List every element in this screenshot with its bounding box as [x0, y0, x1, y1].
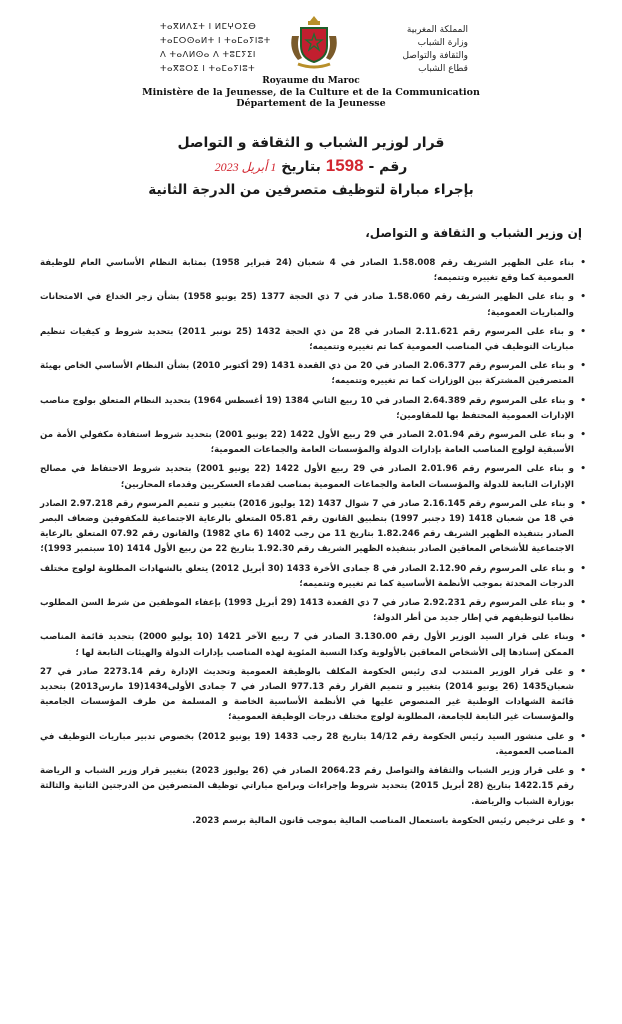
letterhead	[0, 10, 622, 109]
decision-date-handwritten: 1 أبريل 2023	[214, 160, 277, 174]
arabic-ministry-name	[348, 24, 468, 76]
arabic-line: وزارة الشباب	[417, 38, 468, 48]
decision-number-stamp: 1598	[325, 156, 364, 175]
number-label: رقم -	[368, 159, 408, 175]
decision-subject: بإجراء مباراة لتوظيف متصرفين من الدرجة الثانية	[148, 182, 474, 198]
blank-page-area	[0, 800, 622, 1024]
kingdom-name: Royaume du Maroc	[262, 76, 360, 86]
list-item: • و بناء على المرسوم رقم 2.06.377 الصادر في 20 من ذي القعدة 1431 (29 أكتوبر 2010) بشأن النظام الأساسي الخاص بهيئة المتصرفين المشتركة بين الوزارات كما تم تغييره وتتميمه؛	[40, 359, 586, 389]
list-item: • و بناء على المرسوم رقم 2.64.389 الصادر في 10 ربيع الثاني 1384 (19 أغسطس 1964) بتحديد النظام المتعلق بولوج مناصب الإدارات العمومية المحتفظ بها للمقاومين؛	[40, 394, 586, 424]
tifinagh-line: ⴷ ⵜⴰⴷⵍⵙⴰ ⴷ ⵜⵓⵎⵢⵉⵏ	[160, 50, 256, 60]
decision-title-block	[0, 132, 622, 201]
arabic-line: المملكة المغربية	[406, 25, 468, 35]
arabic-line: قطاع الشباب	[418, 64, 468, 74]
intro-line: إن وزير الشباب و الثقافة و التواصل،	[365, 226, 582, 240]
list-item: • و بناء على المرسوم رقم 2.01.96 الصادر في 29 ربيع الأول 1422 (22 يونيو 2001) بتحديد شروط الاحتفاظ في مصالح الإدارات التابعة للدولة والمؤسسات العامة والجماعات العمومية بمناصب لقدماء العسكريين وقدماء المحاربين؛	[40, 462, 586, 492]
list-item: • و بناء على المرسوم رقم 2.16.145 صادر في 7 شوال 1437 (12 يوليوز 2016) بتغيير و تتميم المرسوم رقم 2.97.218 الصادر في 18 من شعبان 1418 (19 دجنبر 1997) بتطبيق القانون رقم 05.81 المتعلق بالرعاية الاجتماعية للمكفوفين وضعاف البصر الصادر بتنفيذه الظهير الشريف رقم 1.82.246 بتاريخ 11 من رجب 1402 (6 ماي 1982) والقانون رقم 07.92 المتعلق بالرعاية الاجتماعية للأشخاص المعاقين الصادر بتنفيذه الظهير الشريف رقم 1.92.30 بتاريخ 22 من ربيع الأول 1414 (10 سبتمبر 1993)؛	[40, 497, 586, 558]
considerations-list	[40, 256, 586, 833]
coat-of-arms-icon	[288, 14, 340, 72]
arabic-line: والثقافة والتواصل	[402, 51, 468, 61]
list-item: • و على قرار وزير الشباب والثقافة والتواصل رقم 2064.23 الصادر في (26 يوليوز 2023) بتغيير قرار وزير الشباب و الرياضة رقم 1422.15 بتاريخ (28 أبريل 2015) بتحديد شروط وإجراءات وبرامج مباراتي توظيف المتصرفين من الدرجتين الثانية والثالثة بوزارة الشباب والرياضة.	[40, 764, 586, 810]
tifinagh-line: ⵜⴰⴳⵓⵔⵉ ⵏ ⵜⴰⵎⴰⵢⵏⵓⵜ	[160, 64, 256, 74]
decision-number-line	[0, 154, 622, 179]
tifinagh-line: ⵜⴰⵎⵔⵙⴰⵍⵜ ⵏ ⵜⴰⵎⴰⵢⵏⵓⵜ	[160, 36, 271, 46]
list-item: • و على قرار الوزير المنتدب لدى رئيس الحكومة المكلف بالوظيفة العمومية وتحديث الإدارة رقم 2273.14 صادر في 27 شعبان1435 (26 يونيو 2014) بتغيير و تتميم القرار رقم 977.13 الصادر في 7 جمادى الأولى1434(19 مارس2013) بتحديد قائمة الشهادات الوطنية غير المنصوص عليها في الأنظمة الأساسية الخاصة و المسلمة من طرف المؤسسات الجامعية والمؤسسات غير التابعة للجامعة، المطلوبة لولوج مختلف درجات الوظيفة العمومية؛	[40, 665, 586, 726]
list-item: • و على ترخيص رئيس الحكومة باستعمال المناصب المالية بموجب قانون المالية برسم 2023.	[40, 814, 586, 829]
tifinagh-line: ⵜⴰⴳⵍⴷⵉⵜ ⵏ ⵍⵎⵖⵔⵉⴱ	[160, 22, 257, 32]
ministry-name: Ministère de la Jeunesse, de la Culture et de la Communication	[142, 87, 480, 98]
list-item: • و بناء على الظهير الشريف رقم 1.58.060 صادر في 7 ذي الحجة 1377 (25 يونيو 1958) بشأن زجر الخداع في الامتحانات والمباريات العمومية؛	[40, 290, 586, 320]
date-label: بتاريخ	[281, 159, 321, 175]
french-letterhead	[0, 76, 622, 109]
list-item: • و على منشور السيد رئيس الحكومة رقم 14/12 بتاريخ 28 رجب 1433 (19 يونيو 2012) بخصوص تدبير مباريات التوظيف في المناصب العمومية.	[40, 730, 586, 760]
decision-title: قرار لوزير الشباب و الثقافة و التواصل	[177, 135, 445, 151]
list-item: • وبناء على قرار السيد الوزير الأول رقم 3.130.00 الصادر في 7 ربيع الآخر 1421 (10 يوليو 2000) بتحديد قائمة المناصب الممكن إسنادها إلى الأشخاص المعاقين بالأولوية وكذا النسبة المئوية لهذه المناصب بإدارات الدولة والهيئات التابعة لها ؛	[40, 630, 586, 660]
list-item: • و بناء على المرسوم رقم 2.92.231 صادر في 7 ذي القعدة 1413 (29 أبريل 1993) بإعفاء الموظفين من شرط السن المطلوب نظاميا لتوظيفهم في إطار جديد من أطر الدولة؛	[40, 596, 586, 626]
list-item: • و بناء على المرسوم رقم 2.12.90 الصادر في 8 جمادى الأخرة 1433 (30 أبريل 2012) يتعلق بالشهادات المطلوبة لولوج مختلف الدرجات المحدثة بموجب الأنظمة الأساسية كما تم تغييره وتتميمه؛	[40, 562, 586, 592]
list-item: • بناء على الظهير الشريف رقم 1.58.008 الصادر في 4 شعبان (24 فبراير 1958) بمثابة النظام الأساسي العام للوظيفة العمومية كما وقع تغييره وتتميمه؛	[40, 256, 586, 286]
department-name: Département de la Jeunesse	[236, 98, 386, 109]
list-item: • و بناء على المرسوم رقم 2.01.94 الصادر في 29 ربيع الأول 1422 (22 يونيو 2001) بتحديد شروط استفادة مكفولي الأمة من الأسبقية لولوج المناصب العامة بإدارات الدولة والمؤسسات العامة والجماعات العمومية؛	[40, 428, 586, 458]
tifinagh-ministry-name	[160, 20, 290, 76]
list-item: • و بناء على المرسوم رقم 2.11.621 الصادر في 28 من ذي الحجة 1432 (25 نونبر 2011) بتحديد شروط و كيفيات تنظيم مباريات التوظيف في المناصب العمومية كما تم تغييره وتتميمه؛	[40, 325, 586, 355]
